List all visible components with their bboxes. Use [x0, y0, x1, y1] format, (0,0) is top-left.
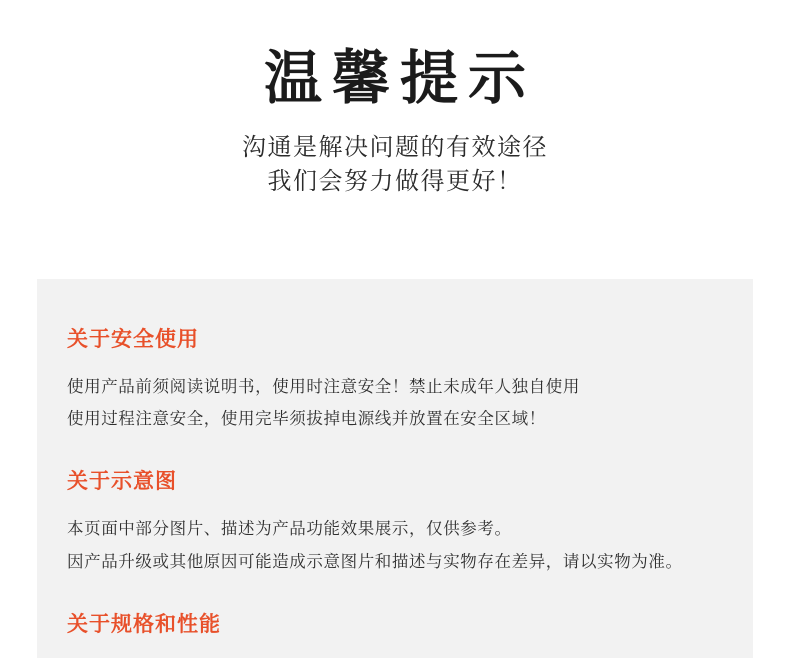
notice-section-specs: [67, 608, 723, 638]
section-line: 因产品升级或其他原因可能造成示意图片和描述与实物存在差异，请以实物为准。: [67, 552, 683, 571]
notice-section-illustration: [67, 465, 723, 577]
subtitle-line-2: 我们会努力做得更好！: [267, 168, 523, 196]
section-title-specs: 关于规格和性能: [67, 612, 221, 636]
section-line: 本页面中部分图片、描述为产品功能效果展示，仅供参考。: [67, 520, 512, 539]
section-line: 使用产品前须阅读说明书，使用时注意安全！禁止未成年人独自使用: [67, 378, 580, 396]
page-title: 温馨提示: [263, 46, 536, 111]
notice-section-safety: [67, 323, 723, 435]
page-subtitle: [0, 131, 790, 201]
section-title-illustration: 关于示意图: [67, 470, 177, 494]
section-line: 使用过程注意安全，使用完毕须拔掉电源线并放置在安全区域！: [67, 410, 546, 429]
subtitle-line-1: 沟通是解决问题的有效途径: [242, 133, 548, 161]
page-header: [0, 0, 790, 200]
notice-card: [37, 279, 753, 658]
section-title-safety: 关于安全使用: [67, 328, 199, 351]
